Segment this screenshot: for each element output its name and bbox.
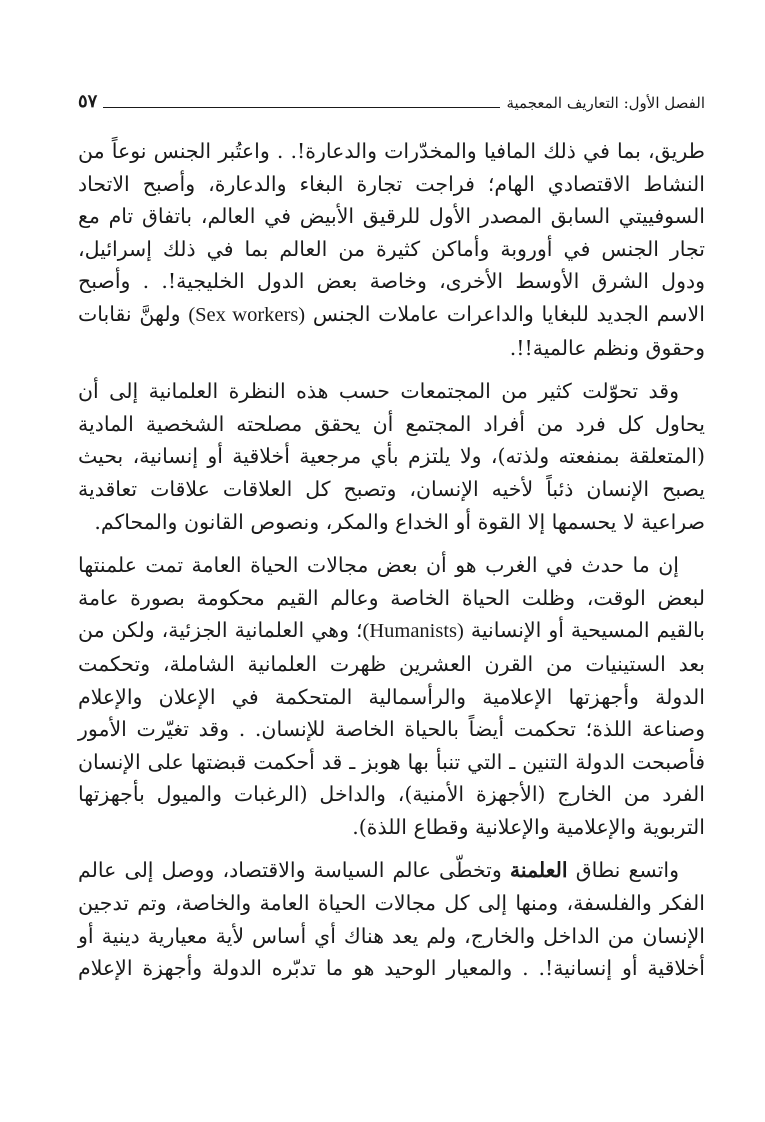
running-title: الفصل الأول: التعاريف المعجمية — [506, 94, 705, 112]
paragraph-4-bold-term: العلمنة — [509, 858, 568, 883]
paragraph-3-english-term: (Humanists) — [362, 620, 464, 643]
paragraph-3 — [78, 549, 705, 843]
paragraph-4 — [78, 854, 705, 984]
paragraph-1-english-term: (Sex workers) — [188, 303, 306, 326]
page-number: ٥٧ — [78, 91, 98, 112]
paragraph-1-text-end: ولهنَّ نقابات وحقوق ونظم عالمية!!. — [78, 301, 705, 360]
header-rule — [103, 107, 500, 108]
paragraph-2 — [78, 375, 705, 538]
paragraph-1 — [78, 135, 705, 364]
page-body — [78, 135, 705, 996]
page-header — [78, 86, 705, 112]
paragraph-4-text: واتسع نطاق — [575, 858, 679, 883]
paragraph-1-text: طريق، بما في ذلك المافيا والمخدّرات والدعارة!. . واعتُبر الجنس نوعاً من النشاط الاقتصادي الهام؛ فراجت تجارة البغاء والدعارة، وأصبح الاتحاد السوفييتي السابق المصدر الأول للرقيق الأبيض في العالم، باتفاق تام مع تجار الجنس في أوروبة وأماكن كثيرة من العالم بما في ذلك إسرائيل، ودول الشرق الأوسط الأخرى، وخاصة بعض الدول الخليجية!. . وأصبح الاسم الجديد للبغايا والداعرات عاملات الجنس — [78, 139, 705, 326]
paragraph-3-text: إن ما حدث في الغرب هو أن بعض مجالات الحياة العامة تمت علمنتها لبعض الوقت، وظلت الحياة الخاصة وعالم القيم محكومة بصورة عامة بالقيم المسيحية أو الإنسانية — [78, 553, 705, 643]
paragraph-4-text-end: وتخطّى عالم السياسة والاقتصاد، ووصل إلى عالم الفكر والفلسفة، ومنها إلى كل مجالات الحياة العامة والخاصة، وتم تدجين الإنسان من الداخل والخارج، ولم يعد هناك أي أساس لأية معيارية دينية أو أخلاقية أو إنسانية!. . والمعيار الوحيد هو ما تدبّره الدولة وأجهزة الإعلام — [78, 858, 705, 981]
paragraph-2-text: وقد تحوّلت كثير من المجتمعات حسب هذه النظرة العلمانية إلى أن يحاول كل فرد من أفراد المجتمع أن يحقق مصلحته الشخصية المادية (المتعلقة بمنفعته ولذته)، ولا يلتزم بأي مرجعية أخلاقية أو إنسانية، بحيث يصبح الإنسان ذئباً لأخيه الإنسان، وتصبح كل العلاقات علاقات تعاقدية صراعية لا يحسمها إلا القوة أو الخداع والمكر، ونصوص القانون والمحاكم. — [78, 379, 705, 534]
paragraph-3-text-end: ؛ وهي العلمانية الجزئية، ولكن من بعد الستينيات من القرن العشرين ظهرت العلمانية الشاملة، وتحكمت الدولة وأجهزتها الإعلامية والرأسمالية المتحكمة في الإعلان والإعلام وصناعة اللذة؛ تحكمت أيضاً بالحياة الخاصة للإنسان. . وقد تغيّرت الأمور فأصبحت الدولة التنين ـ التي تنبأ بها هوبز ـ قد أحكمت قبضتها على الإنسان الفرد من الخارج (الأجهزة الأمنية)، والداخل (الرغبات والميول بأجهزتها التربوية والإعلامية والإعلانية وقطاع اللذة). — [78, 618, 705, 839]
